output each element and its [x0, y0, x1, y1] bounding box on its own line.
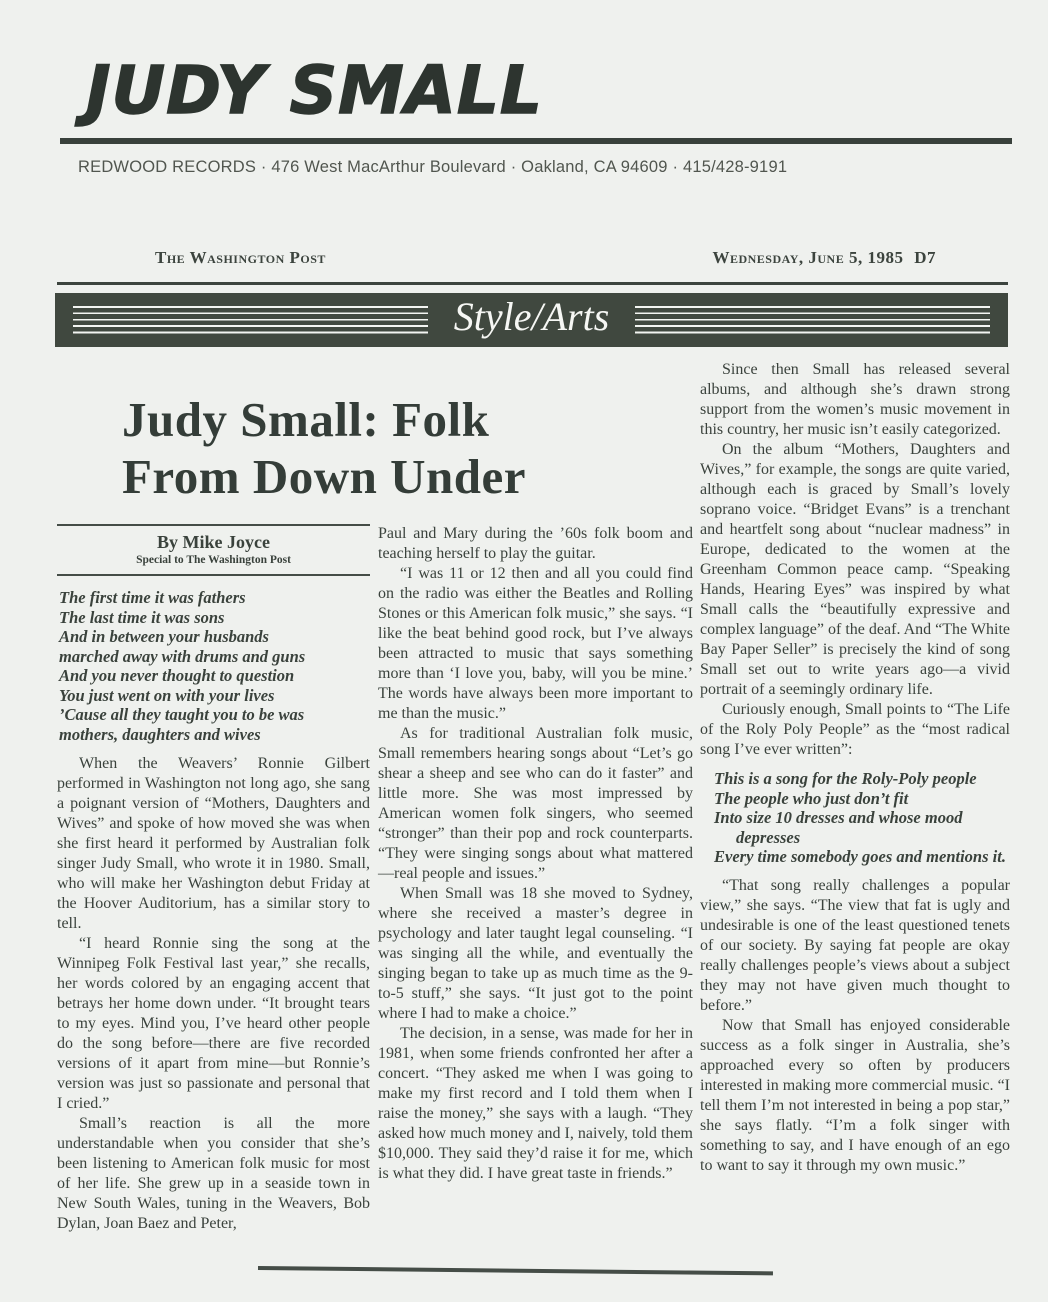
banner-decorative-lines-right: [635, 306, 990, 335]
article-column-1: [57, 524, 370, 1234]
verse-line: Every time somebody goes and mentions it.: [714, 847, 1006, 866]
paragraph: “That song really challenges a popular view,” she says. “The view that fat is ugly and undesirable is one of the least questioned tenets of our society. By saying fat people are okay really challenges people’s views about a subject they may not have given much thought to before.”: [700, 876, 1010, 1014]
byline: By Mike Joyce: [157, 532, 270, 552]
masthead-date: Wednesday, June 5, 1985: [712, 248, 904, 267]
paragraph: “I heard Ronnie sing the song at the Winnipeg Folk Festival last year,” she recalls, her words colored by an engaging accent that betrays her home down under. “It brought tears to my eyes. Mind you, I’ve heard other people do the song before—there are five recorded versions of it apart from mine—but Ronnie’s version was just so passionate and personal that I cried.”: [57, 935, 370, 1112]
byline-box: [57, 524, 370, 576]
byline-credit: Special to The Washington Post: [136, 554, 291, 566]
paragraph: Now that Small has enjoyed considerable success as a folk singer in Australia, she’s approached every so often by producers interested in making more commercial music. “I tell them I’m not interested in being a pop star,” she says flatly. “I’m a folk singer with something to say, and I have enough of an ego to want to say it through my own music.”: [700, 1016, 1010, 1174]
paragraph: Small’s reaction is all the more understandable when you consider that she’s been listening to American folk music for most of her life. She grew up in a seaside town in New South Wales, tuning in the Weavers, Bob Dylan, Joan Baez and Peter,: [57, 1115, 370, 1232]
section-banner: [55, 293, 1008, 347]
verse-line: And you never thought to question: [59, 666, 295, 685]
verse-line: This is a song for the Roly-Poly people: [714, 769, 977, 788]
column-2-paragraphs: [378, 564, 693, 1184]
masthead-dateline: [712, 248, 936, 268]
paragraph: When Small was 18 she moved to Sydney, where she received a master’s degree in psychology and later taught legal counseling. “I was singing all the while, and eventually the singing began to take up as much time as the 9-to-5 stuff,” she says. “It just got to the point where I had to make a choice.”: [378, 885, 693, 1022]
verse-line: The first time it was fathers: [59, 588, 246, 607]
paragraph: As for traditional Australian folk music, Small remembers hearing songs about “Let’s go shear a sheep and see who can do it faster” and little more. She was most impressed by American women folk singers, who seemed “stronger” than their pop and rock counterparts. “They were singing songs about what mattered—real people and issues.”: [378, 725, 693, 882]
column-3-paragraphs-bottom: [700, 876, 1010, 1176]
bottom-rule: [258, 1266, 773, 1275]
masthead-rule: [57, 282, 1008, 285]
article-headline: [122, 391, 602, 505]
verse-line: The people who just don’t fit: [714, 788, 909, 808]
masthead-page-number: D7: [914, 248, 936, 267]
verse-line: And in between your husbands: [59, 627, 269, 646]
column-3-paragraphs-top: [700, 360, 1010, 760]
headline-line-2: From Down Under: [122, 448, 527, 504]
verse-line: ’Cause all they taught you to be was: [59, 705, 305, 724]
paragraph: Curiously enough, Small points to “The Life of the Roly Poly People” as the “most radical song I’ve ever written”:: [700, 701, 1010, 758]
verse-line: The last time it was sons: [59, 607, 225, 627]
verse-line: You just went on with your lives: [59, 685, 275, 705]
paragraph: “I was 11 or 12 then and all you could find on the radio was either the Beatles and Rolling Stones or this American folk music,” she says. “I like the beat behind good rock, but I’ve always been attracted to music that says something more than ‘I love you, baby, will you be mine.’ The words have always been more important to me than the music.”: [378, 565, 693, 722]
letterhead-rule: [60, 138, 1012, 144]
paragraph: When the Weavers’ Ronnie Gilbert performed in Washington not long ago, she sang a poignant version of “Mothers, Daughters and Wives” and spoke of how moved she was when she first heard it performed by Australian folk singer Judy Small, who wrote it in 1980. Small, who will make her Washington debut Friday at the Hoover Auditorium, has a similar story to tell.: [57, 755, 370, 932]
verse-line: Into size 10 dresses and whose mood depresses: [714, 808, 963, 847]
newspaper-masthead: [57, 248, 1008, 268]
opening-verse: [59, 588, 370, 744]
paragraph: Since then Small has released several albums, and although she’s drawn strong support from the women’s music movement in this country, her music isn’t easily categorized.: [700, 361, 1010, 438]
verse-line: mothers, daughters and wives: [59, 724, 261, 744]
column-1-paragraphs: [57, 754, 370, 1234]
banner-decorative-lines-left: [73, 306, 428, 335]
paragraph: The decision, in a sense, was made for her in 1981, when some friends confronted her after a concert. “They asked me when I was going to make my first record and I told them when I raise the money,” she says with a laugh. “They asked how much money and I, naively, told them $10,000. They said they’d raise it for me, which is what they did. I have great taste in friends.”: [378, 1025, 693, 1182]
article-column-3: [700, 360, 1010, 1176]
roly-poly-verse: [714, 769, 1010, 867]
article-column-2: [378, 524, 693, 1184]
headline-line-1: Judy Small: Folk: [122, 391, 490, 447]
record-label-address: REDWOOD RECORDS · 476 West MacArthur Boulevard · Oakland, CA 94609 · 415/428-9191: [78, 158, 788, 176]
artist-logo: JUDY SMALL: [86, 52, 543, 129]
paragraph-continuation: Paul and Mary during the ’60s folk boom and teaching herself to play the guitar.: [378, 525, 693, 562]
verse-line: marched away with drums and guns: [59, 646, 306, 666]
paragraph: On the album “Mothers, Daughters and Wives,” for example, the songs are quite varied, although each is graced by Small’s lovely soprano voice. “Bridget Evans” is a trenchant and heartfelt song about “nuclear madness” in Europe, dedicated to the women at the Greenham Common peace camp. “Speaking Hands, Hearing Eyes” was inspired by what Small calls the “beautifully expressive and complex language” of the deaf. And “The White Bay Paper Seller” is precisely the kind of song Small set out to write years ago—a vivid portrait of a seemingly ordinary life.: [700, 441, 1010, 698]
section-banner-title: Style/Arts: [453, 294, 610, 339]
newspaper-name: The Washington Post: [155, 248, 326, 267]
